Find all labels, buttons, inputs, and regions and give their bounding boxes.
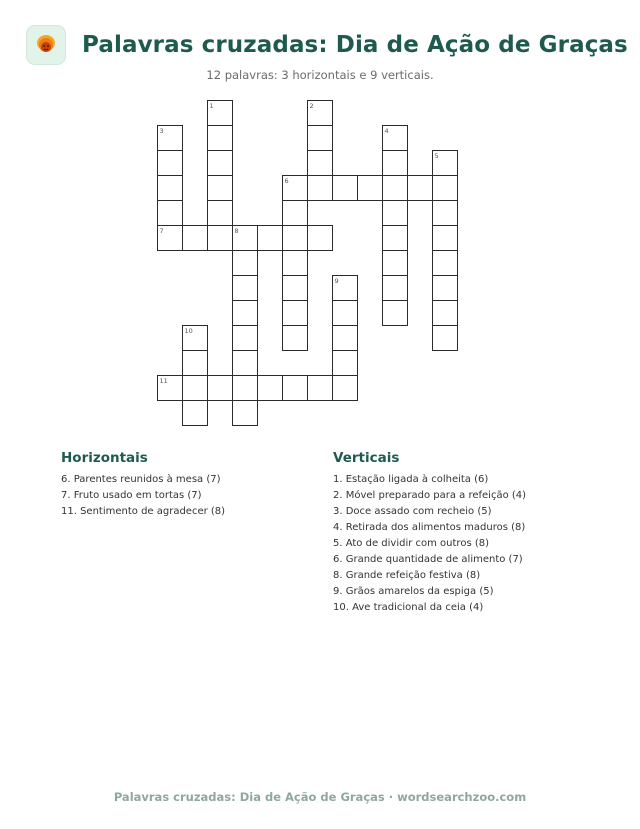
grid-cell[interactable] bbox=[183, 351, 208, 376]
clue-number: 8 bbox=[234, 227, 239, 235]
clue-item: 6. Parentes reunidos à mesa (7) bbox=[61, 474, 221, 485]
grid-cell[interactable] bbox=[233, 351, 258, 376]
clue-number: 7 bbox=[159, 227, 164, 235]
grid-cell[interactable] bbox=[333, 376, 358, 401]
grid-cell[interactable] bbox=[433, 276, 458, 301]
clue-item: 2. Móvel preparado para a refeição (4) bbox=[333, 490, 527, 501]
grid-cell[interactable] bbox=[183, 226, 208, 251]
across-clues bbox=[61, 450, 341, 520]
grid-cell[interactable] bbox=[183, 401, 208, 426]
grid-cell[interactable] bbox=[433, 326, 458, 351]
grid-cell[interactable] bbox=[233, 276, 258, 301]
grid-cell[interactable] bbox=[283, 326, 308, 351]
clue-item: 10. Ave tradicional da ceia (4) bbox=[333, 602, 484, 613]
across-heading: Horizontais bbox=[61, 450, 148, 466]
grid-cell[interactable] bbox=[308, 151, 333, 176]
down-clues bbox=[333, 450, 613, 616]
down-clue-list bbox=[333, 472, 613, 616]
grid-cell[interactable] bbox=[383, 301, 408, 326]
grid-cell[interactable] bbox=[208, 376, 233, 401]
grid-cell[interactable] bbox=[308, 176, 333, 201]
clue-item: 8. Grande refeição festiva (8) bbox=[333, 570, 481, 581]
puzzle-subtitle: 12 palavras: 3 horizontais e 9 verticais. bbox=[206, 68, 434, 82]
grid-cell[interactable] bbox=[408, 176, 433, 201]
grid-cell[interactable] bbox=[383, 176, 408, 201]
grid-cell[interactable] bbox=[283, 251, 308, 276]
clue-item: 7. Fruto usado em tortas (7) bbox=[61, 490, 202, 501]
grid-cell[interactable] bbox=[383, 276, 408, 301]
grid-cell[interactable] bbox=[308, 376, 333, 401]
grid-cell[interactable] bbox=[158, 151, 183, 176]
clue-item: 1. Estação ligada à colheita (6) bbox=[333, 474, 489, 485]
grid-cell[interactable] bbox=[283, 276, 308, 301]
grid-cell[interactable] bbox=[308, 226, 333, 251]
grid-cell[interactable] bbox=[333, 301, 358, 326]
grid-cell[interactable] bbox=[158, 176, 183, 201]
clue-number: 9 bbox=[334, 277, 339, 285]
grid-cell[interactable] bbox=[183, 376, 208, 401]
grid-cell[interactable] bbox=[433, 301, 458, 326]
clue-number: 1 bbox=[209, 102, 214, 110]
grid-cell[interactable] bbox=[383, 251, 408, 276]
clue-item: 5. Ato de dividir com outros (8) bbox=[333, 538, 489, 549]
grid-cell[interactable] bbox=[258, 226, 283, 251]
grid-cell[interactable] bbox=[333, 176, 358, 201]
grid-cell[interactable] bbox=[333, 351, 358, 376]
grid-cell[interactable] bbox=[283, 226, 308, 251]
grid-cell[interactable] bbox=[208, 126, 233, 151]
grid-cell[interactable] bbox=[383, 151, 408, 176]
clue-number: 4 bbox=[384, 127, 389, 135]
grid-cell[interactable] bbox=[433, 251, 458, 276]
grid-cell[interactable] bbox=[233, 301, 258, 326]
grid-cell[interactable] bbox=[208, 176, 233, 201]
grid-cell[interactable] bbox=[433, 176, 458, 201]
clue-item: 9. Grãos amarelos da espiga (5) bbox=[333, 586, 494, 597]
grid-cell[interactable] bbox=[383, 201, 408, 226]
clue-number: 2 bbox=[309, 102, 314, 110]
clue-number: 3 bbox=[159, 127, 164, 135]
grid-cell[interactable] bbox=[308, 126, 333, 151]
grid-cell[interactable] bbox=[208, 201, 233, 226]
clue-number: 10 bbox=[184, 327, 193, 335]
page-title: Palavras cruzadas: Dia de Ação de Graças bbox=[82, 32, 628, 58]
page-footer: Palavras cruzadas: Dia de Ação de Graças · wordsearchzoo.com bbox=[113, 790, 527, 804]
grid-cell[interactable] bbox=[433, 201, 458, 226]
grid-cell[interactable] bbox=[233, 251, 258, 276]
grid-cell[interactable] bbox=[158, 201, 183, 226]
grid-cell[interactable] bbox=[283, 201, 308, 226]
clue-item: 3. Doce assado com recheio (5) bbox=[333, 506, 492, 517]
clue-item: 4. Retirada dos alimentos maduros (8) bbox=[333, 522, 526, 533]
clue-item: 6. Grande quantidade de alimento (7) bbox=[333, 554, 523, 565]
grid-cell[interactable] bbox=[233, 401, 258, 426]
grid-cell[interactable] bbox=[283, 376, 308, 401]
clue-item: 11. Sentimento de agradecer (8) bbox=[61, 506, 226, 517]
grid-cell[interactable] bbox=[258, 376, 283, 401]
across-clue-list bbox=[61, 472, 341, 520]
clue-number: 5 bbox=[434, 152, 439, 160]
grid-cell[interactable] bbox=[233, 326, 258, 351]
grid-cell[interactable] bbox=[208, 151, 233, 176]
grid-cell[interactable] bbox=[283, 301, 308, 326]
clue-number: 6 bbox=[284, 177, 289, 185]
grid-cell[interactable] bbox=[433, 226, 458, 251]
grid-cell[interactable] bbox=[383, 226, 408, 251]
grid-cell[interactable] bbox=[208, 226, 233, 251]
down-heading: Verticais bbox=[333, 450, 400, 466]
clue-number: 11 bbox=[159, 377, 168, 385]
grid-cell[interactable] bbox=[358, 176, 383, 201]
grid-cell[interactable] bbox=[333, 326, 358, 351]
grid-cell[interactable] bbox=[233, 376, 258, 401]
